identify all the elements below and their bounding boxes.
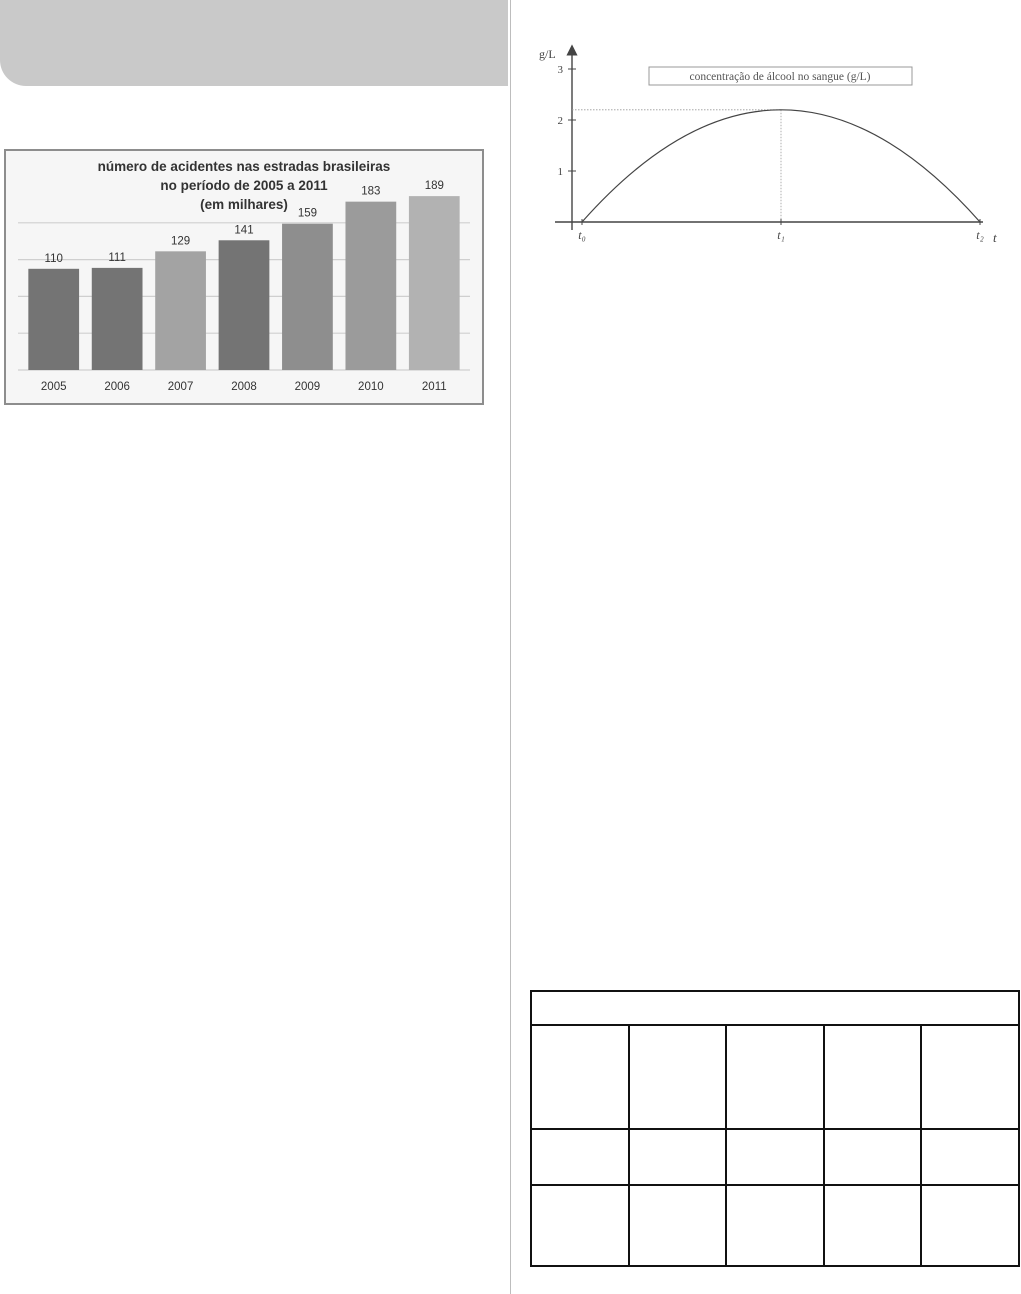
table-cell (921, 1025, 1019, 1129)
bar-value-label: 189 (424, 180, 444, 193)
table-cell (531, 1129, 629, 1185)
table-header-cell (531, 991, 1019, 1025)
x-tick-label: 2010 (358, 381, 384, 393)
bar-value-label: 159 (297, 207, 318, 220)
y-tick-label: 1 (557, 166, 563, 178)
table-row (531, 1185, 1019, 1266)
table-cell (921, 1129, 1019, 1185)
bar-value-label: 129 (170, 235, 191, 248)
bar-chart-title-line-2: no período de 2005 a 2011 (160, 178, 328, 193)
section-header-bar (0, 0, 508, 86)
column-divider (510, 0, 511, 1294)
y-tick-label: 3 (557, 64, 563, 76)
bar-value-label: 183 (361, 185, 381, 198)
y-axis-label: g/L (539, 47, 556, 61)
x-tick-label: 2008 (231, 381, 257, 393)
table-cell (531, 1185, 629, 1266)
table-cell (726, 1025, 824, 1129)
x-tick-label: 2007 (167, 381, 194, 393)
accidents-bar-chart (4, 149, 484, 405)
table-cell (824, 1185, 922, 1266)
bar-2009 (282, 224, 333, 370)
x-tick-label: 2005 (40, 381, 67, 393)
bar-2011 (409, 196, 460, 370)
x-tick-label: t₁ (777, 228, 785, 242)
table-cell (921, 1185, 1019, 1266)
table-cell (824, 1025, 922, 1129)
table-cell (629, 1185, 727, 1266)
x-axis-label: t (993, 230, 997, 245)
table-cell (726, 1129, 824, 1185)
bar-2008 (219, 240, 270, 370)
legend-label: concentração de álcool no sangue (g/L) (689, 71, 871, 83)
bar-value-label: 110 (44, 252, 63, 265)
x-tick-label: t₀ (578, 228, 586, 242)
bar-2005 (28, 269, 79, 370)
bar-chart-title-line-3: (em milhares) (200, 197, 288, 212)
table-row (531, 1129, 1019, 1185)
bar-2006 (92, 268, 143, 370)
bar-value-label: 141 (234, 224, 254, 237)
table-cell (531, 1025, 629, 1129)
x-tick-label: 2006 (104, 381, 130, 393)
x-tick-label: 2009 (294, 381, 321, 393)
table-cell (629, 1025, 727, 1129)
table-cell (824, 1129, 922, 1185)
table-cell (726, 1185, 824, 1266)
bar-2010 (345, 202, 396, 370)
bar-value-label: 111 (108, 251, 126, 264)
bar-2007 (155, 251, 206, 370)
concentration-curve (582, 110, 980, 222)
bar-chart-plot (6, 151, 482, 403)
x-tick-label: 2011 (421, 381, 447, 393)
table-row (531, 1025, 1019, 1129)
alcohol-concentration-chart (525, 40, 1015, 260)
table-cell (629, 1129, 727, 1185)
y-tick-label: 2 (557, 115, 563, 127)
bar-chart-title-line-1: número de acidentes nas estradas brasileiras (97, 159, 391, 174)
table-header-row (531, 991, 1019, 1025)
answer-table (530, 990, 1020, 1267)
x-tick-label: t₂ (976, 228, 984, 242)
